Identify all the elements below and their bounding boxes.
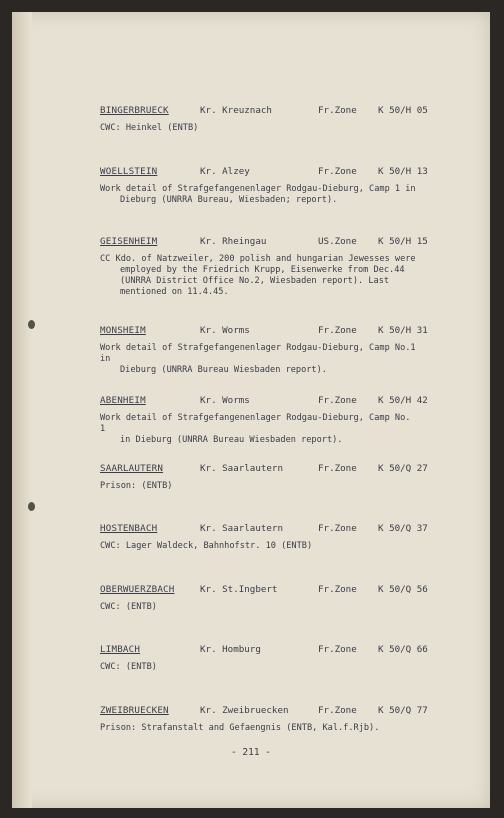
map-reference: K 50/H 05	[378, 105, 428, 116]
place-name: ABENHEIM	[100, 395, 146, 406]
district-name: Kr. Worms	[200, 325, 250, 336]
map-reference: K 50/Q 27	[378, 463, 428, 474]
zone-label: Fr.Zone	[318, 523, 357, 534]
map-reference: K 50/Q 37	[378, 523, 428, 534]
entry-detail	[100, 602, 420, 613]
map-reference: K 50/Q 56	[378, 584, 428, 595]
district-name: Kr. Alzey	[200, 166, 250, 177]
place-name: WOELLSTEIN	[100, 166, 158, 177]
detail-continuation: Dieburg (UNRRA Bureau, Wiesbaden; report).	[120, 195, 338, 205]
zone-label: US.Zone	[318, 236, 357, 247]
place-name: GEISENHEIM	[100, 236, 158, 247]
place-name: BINGERBRUECK	[100, 105, 169, 116]
page-binding-edge	[12, 12, 32, 808]
entry-detail	[100, 123, 420, 134]
detail-continuation: in Dieburg (UNRRA Bureau Wiesbaden report).	[120, 435, 343, 445]
zone-label: Fr.Zone	[318, 105, 357, 116]
entry-detail	[100, 413, 420, 446]
zone-label: Fr.Zone	[318, 705, 357, 716]
entry-detail	[100, 254, 420, 298]
detail-line: Work detail of Strafgefangenenlager Rodgau-Dieburg, Camp No.1 in	[100, 343, 416, 364]
detail-continuation: Dieburg (UNRRA Bureau Wiesbaden report).	[120, 365, 327, 375]
zone-label: Fr.Zone	[318, 644, 357, 655]
detail-line: CWC: (ENTB)	[100, 602, 157, 612]
detail-line: Prison: Strafanstalt and Gefaengnis (ENTB, Kal.f.Rjb).	[100, 723, 380, 733]
place-name: OBERWUERZBACH	[100, 584, 175, 595]
detail-continuation: employed by the Friedrich Krupp, Eisenwerke from Dec.44 (UNRRA District Office No.2, Wiesbaden report). Last mentioned on 11.4.45.	[120, 265, 405, 297]
entry-detail	[100, 541, 420, 552]
place-name: LIMBACH	[100, 644, 141, 655]
district-name: Kr. Worms	[200, 395, 250, 406]
district-name: Kr. St.Ingbert	[200, 584, 278, 595]
page-number: - 211 -	[230, 747, 272, 758]
detail-line: Work detail of Strafgefangenenlager Rodgau-Dieburg, Camp No. 1	[100, 413, 411, 434]
map-reference: K 50/Q 77	[378, 705, 428, 716]
zone-label: Fr.Zone	[318, 325, 357, 336]
entry-detail	[100, 481, 420, 492]
entry-detail	[100, 662, 420, 673]
detail-line: CWC: (ENTB)	[100, 662, 157, 672]
detail-line: CWC: Heinkel (ENTB)	[100, 123, 199, 133]
zone-label: Fr.Zone	[318, 166, 357, 177]
district-name: Kr. Homburg	[200, 644, 261, 655]
place-name: HOSTENBACH	[100, 523, 158, 534]
detail-line: CC Kdo. of Natzweiler, 200 polish and hungarian Jewesses were	[100, 254, 416, 264]
zone-label: Fr.Zone	[318, 584, 357, 595]
map-reference: K 50/H 31	[378, 325, 428, 336]
place-name: MONSHEIM	[100, 325, 146, 336]
place-name: SAARLAUTERN	[100, 463, 164, 474]
entry-detail	[100, 343, 420, 376]
detail-line: Work detail of Strafgefangenenlager Rodgau-Dieburg, Camp 1 in	[100, 184, 416, 194]
punch-hole-icon	[28, 502, 35, 511]
zone-label: Fr.Zone	[318, 463, 357, 474]
zone-label: Fr.Zone	[318, 395, 357, 406]
district-name: Kr. Rheingau	[200, 236, 267, 247]
detail-line: Prison: (ENTB)	[100, 481, 173, 491]
map-reference: K 50/H 13	[378, 166, 428, 177]
district-name: Kr. Zweibruecken	[200, 705, 289, 716]
map-reference: K 50/Q 66	[378, 644, 428, 655]
district-name: Kr. Saarlautern	[200, 523, 283, 534]
map-reference: K 50/H 15	[378, 236, 428, 247]
detail-line: CWC: Lager Waldeck, Bahnhofstr. 10 (ENTB)	[100, 541, 313, 551]
map-reference: K 50/H 42	[378, 395, 428, 406]
district-name: Kr. Saarlautern	[200, 463, 283, 474]
district-name: Kr. Kreuznach	[200, 105, 272, 116]
punch-hole-icon	[28, 320, 35, 329]
document-page	[12, 12, 490, 808]
entry-detail	[100, 184, 420, 206]
place-name: ZWEIBRUECKEN	[100, 705, 169, 716]
entry-detail	[100, 723, 420, 734]
